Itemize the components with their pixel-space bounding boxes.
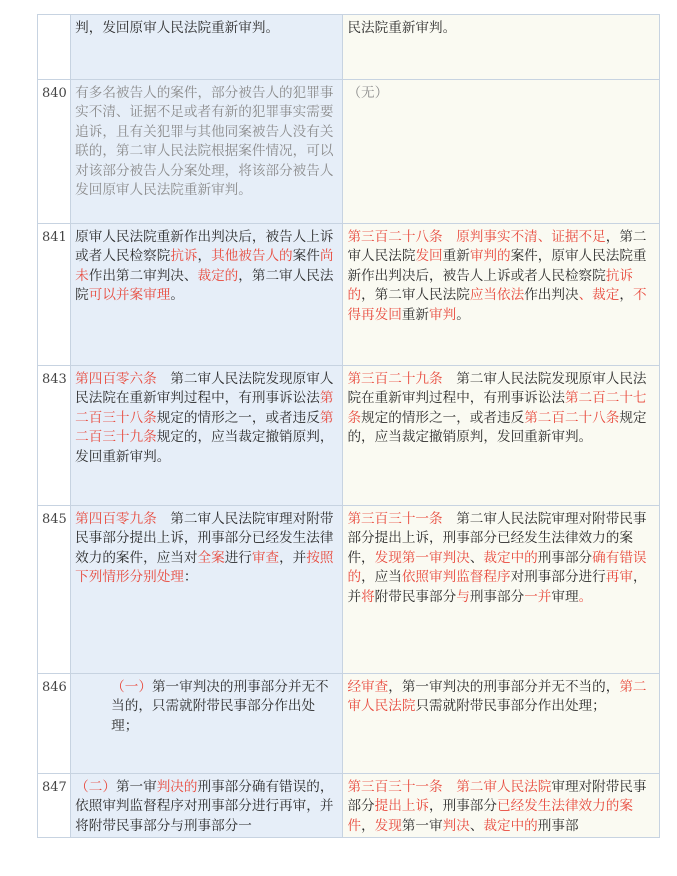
text-segment: ，第二审人民法院 — [361, 287, 470, 304]
text-segment: 依照审判监督程序 — [401, 569, 511, 586]
text-segment: 刑事部分 — [537, 549, 593, 566]
text-segment: 作出判决 — [524, 287, 579, 304]
new-provision-cell — [71, 774, 343, 838]
row-number — [38, 15, 71, 80]
old-provision-cell — [343, 506, 660, 674]
text-segment: 。 — [578, 588, 593, 605]
text-segment: ，第二审人民法院 — [75, 267, 334, 304]
text-segment: 抗诉 — [170, 248, 198, 265]
text-segment: 发现第一审判决 — [374, 549, 470, 566]
text-segment: 判决 — [442, 817, 470, 834]
text-segment: 。 — [170, 287, 184, 304]
text-segment: 第三百三十一条 第二审人民法院 — [347, 779, 552, 795]
text-segment: 进行 — [224, 549, 252, 566]
text-segment: 民法院重新审判。 — [347, 20, 457, 36]
old-provision-cell — [343, 366, 660, 506]
text-segment: ， — [197, 248, 212, 265]
text-segment: 第三百三十一条 — [347, 511, 443, 527]
text-segment: 应当依法 — [469, 287, 525, 304]
text-segment: 刑事部 — [537, 817, 579, 834]
new-provision-cell — [71, 506, 343, 674]
old-provision-cell — [343, 224, 660, 366]
table-row — [38, 674, 660, 774]
text-segment: 作出第二审判决、 — [88, 267, 198, 284]
text-segment: 有多名被告人的案件，部分被告人的犯罪事实不清、证据不足或者有新的犯罪事实需要追诉，且有关犯罪与其他同案被告人没有关联的，第二审人民法院根据案件情况，可以对该部分被告人分案处理，将该部分被告人发回原审人民法院重新审判。 — [75, 85, 334, 199]
text-segment: 经审查 — [347, 679, 389, 695]
text-segment: 对刑事部分进行 — [510, 569, 606, 586]
text-segment: 第一审 — [115, 779, 157, 795]
text-segment: 第四百零六条 — [75, 371, 157, 387]
text-segment: 、 — [469, 549, 484, 566]
new-provision-cell — [71, 80, 343, 224]
table-row — [38, 366, 660, 506]
text-segment: 裁定的 — [197, 267, 239, 284]
new-provision-cell — [71, 224, 343, 366]
row-number: 840 — [38, 80, 71, 224]
text-segment: 第二百二十八条 — [524, 409, 620, 426]
text-segment: （一） — [111, 679, 152, 695]
text-segment: 刑事部分确有错误的，依照审判监督程序对刑事部分进行再审，并将附带民事部分与刑事部分一 — [75, 779, 334, 834]
new-provision-cell — [71, 15, 343, 80]
text-segment: 规定的情形之一，或者违反 — [361, 409, 525, 426]
text-segment: 已经发生法律效力的案件 — [347, 798, 633, 834]
text-segment: 审查 — [251, 549, 280, 566]
table-row — [38, 15, 660, 80]
text-segment: 第三百二十八条 原判事实不清、证据不足 — [347, 229, 606, 245]
text-segment: 案件，原审人民法院重新作出判决后，被告人上诉或者人民检察院 — [347, 248, 647, 284]
text-segment: 裁定中的 — [483, 549, 538, 566]
text-segment: ： — [183, 569, 198, 586]
text-segment: 不得再发回 — [347, 287, 647, 323]
old-provision-cell — [343, 15, 660, 80]
text-segment: 裁定中的 — [483, 817, 538, 834]
row-number: 847 — [38, 774, 71, 838]
old-provision-cell — [343, 674, 660, 774]
text-segment: 审理 — [551, 588, 579, 605]
text-segment: 第四百零九条 — [75, 511, 157, 527]
text-segment: ，刑事部分 — [429, 798, 497, 815]
text-segment: 第三百二十九条 — [347, 371, 443, 387]
table-body — [38, 15, 660, 838]
text-segment: 按照下列情形分别处理 — [75, 549, 334, 586]
text-segment: 审理对附带民事部分 — [347, 779, 647, 815]
new-provision-cell — [71, 366, 343, 506]
text-segment: ，应当 — [361, 569, 402, 586]
text-segment: ，并 — [347, 569, 647, 605]
row-number: 841 — [38, 224, 71, 366]
text-segment: 重新 — [401, 306, 430, 323]
text-segment: 将 — [361, 588, 375, 605]
text-segment: 附带民事部分 — [374, 588, 457, 605]
table-row — [38, 224, 660, 366]
text-segment: 规定的情形之一，或者违反 — [156, 409, 320, 426]
old-provision-cell — [343, 774, 660, 838]
text-segment: ， — [619, 287, 633, 304]
text-segment: ，第二审人民法院 — [347, 229, 647, 265]
row-number: 843 — [38, 366, 71, 506]
text-segment: 可以并案审理 — [88, 287, 171, 304]
text-segment: 一并 — [524, 588, 552, 605]
text-segment: 第一审 — [401, 817, 443, 834]
text-segment: 全案 — [197, 549, 225, 566]
text-segment: 判，发回原审人民法院重新审判。 — [75, 20, 280, 36]
text-segment: 。 — [456, 306, 470, 323]
text-segment: 第二审人民法院审理对附带民事部分提出上诉，刑事部分已经发生法律效力的案件， — [347, 511, 647, 566]
text-segment: 第二百三十九条 — [75, 409, 334, 446]
text-segment: 第二审人民法院发现原审人民法院在重新审判过程中，有刑事诉讼法 — [75, 371, 334, 407]
text-segment: 其他被告人的 — [211, 248, 293, 265]
text-segment: 重新 — [442, 248, 470, 265]
comparison-table — [37, 14, 660, 838]
text-segment: 只需就附带民事部分作出处理； — [415, 698, 606, 715]
text-segment: 刑事部分 — [469, 588, 525, 605]
text-segment: 规定的，应当裁定撤销原判，发回重新审判。 — [75, 429, 334, 465]
table-row — [38, 774, 660, 838]
text-segment: ， — [361, 817, 375, 834]
text-segment: 第二审人民法院 — [347, 679, 647, 715]
old-provision-cell — [343, 80, 660, 224]
text-segment: ，第一审判决的刑事部分并无不当的， — [388, 679, 620, 695]
new-provision-cell — [71, 674, 343, 774]
text-segment: 审判 — [429, 306, 457, 323]
text-segment: 发回 — [415, 248, 443, 265]
text-segment: 第二百三十八条 — [75, 390, 334, 426]
table-row — [38, 80, 660, 224]
text-segment: 案件 — [292, 248, 320, 265]
text-segment: 审判的 — [469, 248, 511, 265]
text-segment: 、 — [469, 817, 484, 834]
text-segment: 再审 — [605, 569, 633, 586]
text-segment: 第二审人民法院发现原审人民法院在重新审判过程中，有刑事诉讼法 — [347, 371, 647, 407]
table-row — [38, 506, 660, 674]
row-number: 846 — [38, 674, 71, 774]
text-segment: 第二审人民法院审理对附带民事部分提出上诉，刑事部分已经发生法律效力的案件，应当对 — [75, 511, 334, 566]
text-segment: 判决的 — [156, 779, 198, 795]
text-segment: 发现 — [374, 817, 402, 834]
text-segment: （无） — [347, 85, 389, 101]
text-segment: 规定的，应当裁定撤销原判，发回重新审判。 — [347, 409, 647, 446]
text-segment: 确有错误的 — [347, 549, 647, 586]
text-segment: 第一审判决的刑事部分并无不当的，只需就附带民事部分作出处理； — [111, 679, 329, 734]
text-segment: 原审人民法院重新作出判决后，被告人上诉或者人民检察院 — [75, 229, 334, 265]
text-segment: 第二百二十七条 — [347, 390, 647, 426]
text-segment: （二） — [75, 779, 116, 795]
text-segment: 尚未 — [75, 248, 334, 284]
text-segment: 与 — [456, 588, 470, 605]
text-segment: 提出上诉 — [374, 798, 430, 815]
row-number: 845 — [38, 506, 71, 674]
text-segment: 抗诉的 — [347, 267, 633, 304]
text-segment: ，并 — [279, 549, 307, 566]
text-segment: 、裁定 — [578, 287, 620, 304]
